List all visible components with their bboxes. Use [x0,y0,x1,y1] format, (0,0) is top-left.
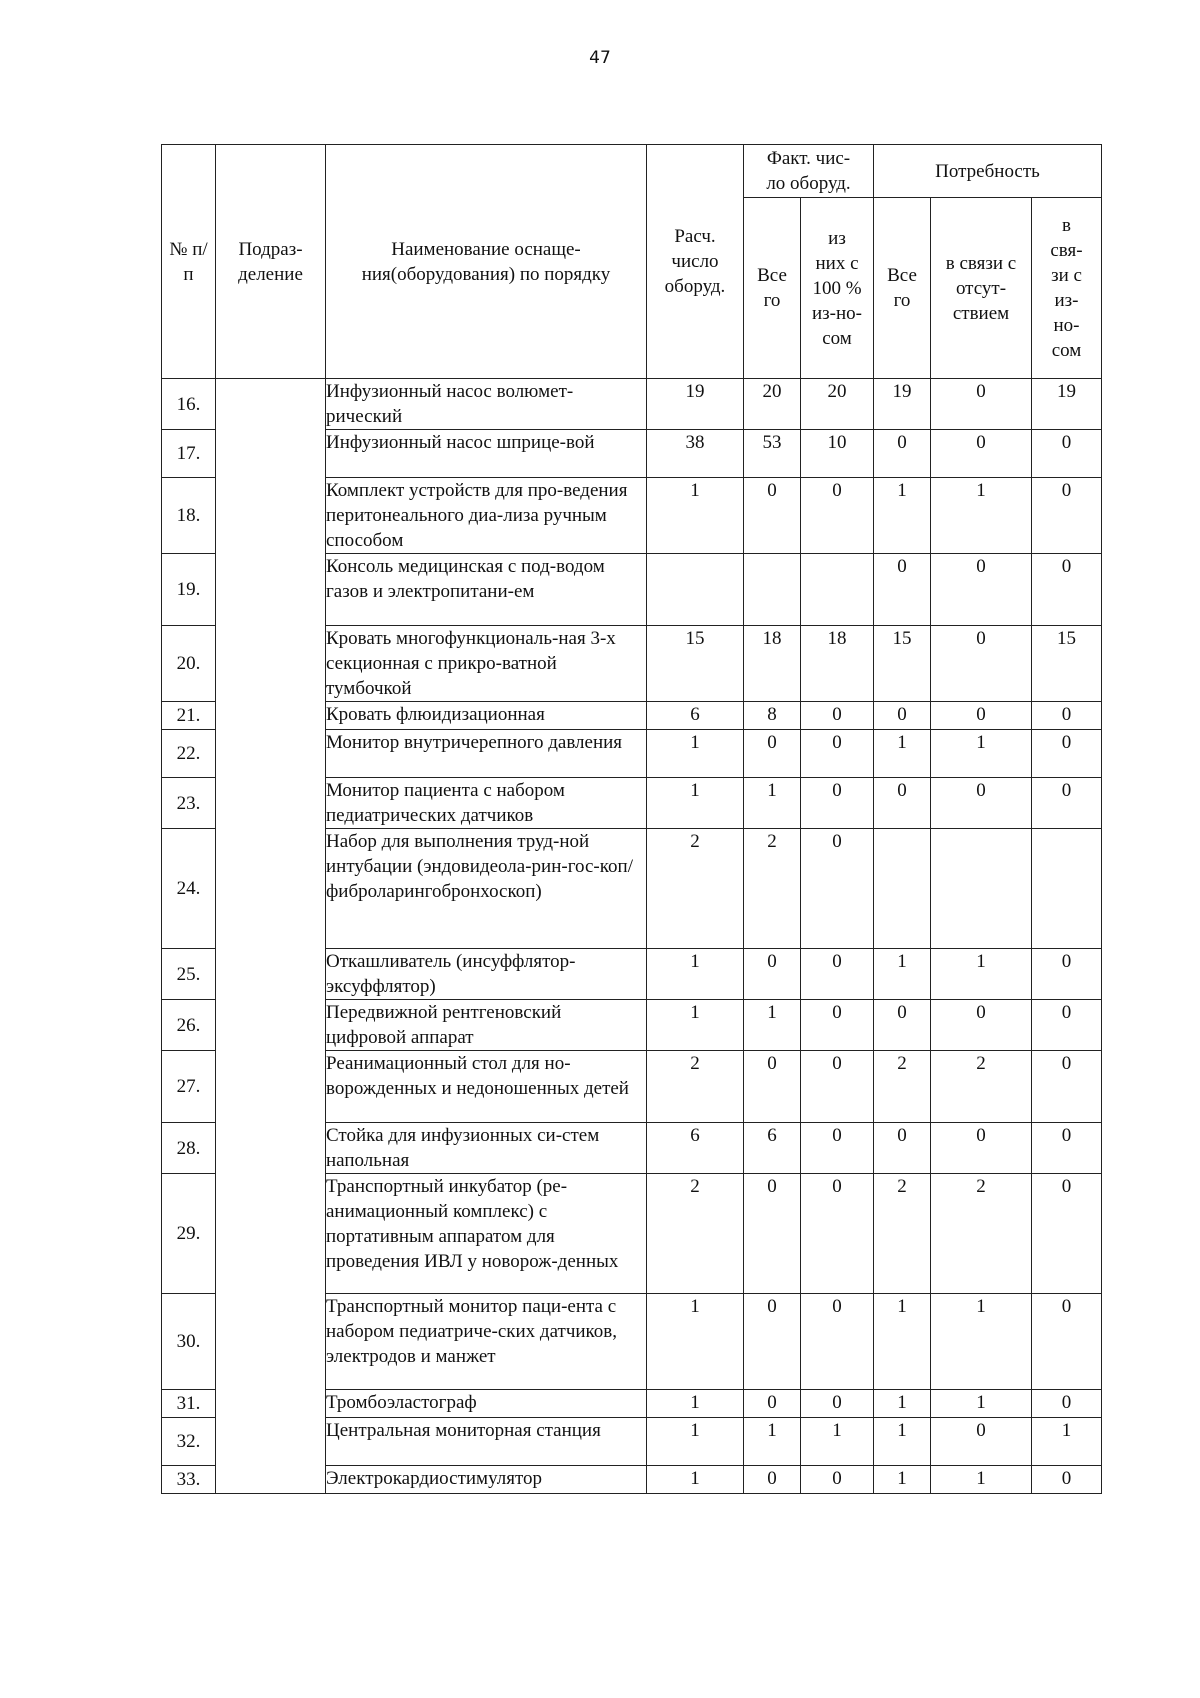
equipment-name: Монитор пациента с набором педиатрических датчиков [326,778,647,829]
actual-total: 18 [744,626,801,702]
calc-count: 6 [647,1123,744,1174]
row-num: 22. [162,730,216,778]
row-num: 17. [162,430,216,478]
calc-count: 2 [647,1174,744,1294]
need-total: 0 [874,554,931,626]
need-total: 2 [874,1174,931,1294]
row-num: 27. [162,1051,216,1123]
need-absent: 0 [931,778,1032,829]
row-num: 23. [162,778,216,829]
need-worn: 19 [1032,379,1102,430]
equipment-name: Инфузионный насос волюмет-рический [326,379,647,430]
equipment-name: Передвижной рентгеновский цифровой аппарат [326,1000,647,1051]
row-num: 24. [162,829,216,949]
actual-worn: 18 [801,626,874,702]
calc-count: 1 [647,1466,744,1494]
equipment-name: Монитор внутричерепного давления [326,730,647,778]
equipment-name: Электрокардиостимулятор [326,1466,647,1494]
calc-count: 1 [647,730,744,778]
actual-worn: 0 [801,702,874,730]
row-num: 30. [162,1294,216,1390]
need-worn: 1 [1032,1418,1102,1466]
need-absent: 1 [931,478,1032,554]
need-worn: 0 [1032,1390,1102,1418]
equipment-name: Комплект устройств для про-ведения перитонеального диа-лиза ручным способом [326,478,647,554]
need-worn [1032,829,1102,949]
need-worn: 0 [1032,1051,1102,1123]
need-absent: 1 [931,1466,1032,1494]
calc-count: 1 [647,778,744,829]
actual-total: 0 [744,1174,801,1294]
header-actual-group: Факт. чис-ло оборуд. [744,145,874,198]
actual-worn: 0 [801,730,874,778]
actual-total: 20 [744,379,801,430]
equipment-name: Набор для выполнения труд-ной интубации (эндовидеола-рин-гос-коп/фиброларингобронхоскоп) [326,829,647,949]
row-num: 16. [162,379,216,430]
need-absent: 0 [931,379,1032,430]
need-total: 15 [874,626,931,702]
calc-count: 1 [647,1390,744,1418]
need-worn: 0 [1032,702,1102,730]
actual-total: 0 [744,949,801,1000]
need-absent: 1 [931,1294,1032,1390]
need-absent: 1 [931,730,1032,778]
table-body [162,379,1102,1494]
need-absent: 0 [931,626,1032,702]
need-total: 0 [874,702,931,730]
need-total: 1 [874,478,931,554]
row-num: 19. [162,554,216,626]
actual-worn: 0 [801,778,874,829]
actual-total: 1 [744,778,801,829]
actual-worn: 10 [801,430,874,478]
need-worn: 0 [1032,1123,1102,1174]
actual-worn: 0 [801,1123,874,1174]
calc-count: 2 [647,829,744,949]
need-worn: 0 [1032,730,1102,778]
need-absent: 0 [931,430,1032,478]
need-absent: 0 [931,1123,1032,1174]
row-num: 33. [162,1466,216,1494]
need-total: 0 [874,778,931,829]
calc-count: 1 [647,1418,744,1466]
header-need-total: Все го [874,198,931,379]
page-number: 47 [589,48,611,68]
calc-count: 19 [647,379,744,430]
equipment-name: Кровать флюидизационная [326,702,647,730]
need-worn: 0 [1032,778,1102,829]
need-total: 0 [874,430,931,478]
equipment-name: Откашливатель (инсуффлятор-эксуффлятор) [326,949,647,1000]
need-worn: 0 [1032,1000,1102,1051]
equipment-name: Транспортный инкубатор (ре-анимационный комплекс) с портативным аппаратом для проведения ИВЛ у новорож-денных [326,1174,647,1294]
need-absent: 1 [931,1390,1032,1418]
actual-worn: 0 [801,1000,874,1051]
equipment-name: Консоль медицинская с под-водом газов и электропитани-ем [326,554,647,626]
row-num: 20. [162,626,216,702]
actual-worn: 0 [801,1390,874,1418]
equipment-name: Стойка для инфузионных си-стем напольная [326,1123,647,1174]
header-calc: Расч. число оборуд. [647,145,744,379]
header-need-worn: в свя-зи с из-но-сом [1032,198,1102,379]
need-absent: 0 [931,1000,1032,1051]
row-num: 26. [162,1000,216,1051]
actual-worn: 0 [801,949,874,1000]
need-worn: 0 [1032,554,1102,626]
need-worn: 0 [1032,478,1102,554]
actual-total: 0 [744,730,801,778]
actual-worn: 0 [801,829,874,949]
need-total: 0 [874,1000,931,1051]
calc-count: 1 [647,1294,744,1390]
equipment-name: Тромбоэластограф [326,1390,647,1418]
row-num: 32. [162,1418,216,1466]
actual-total: 0 [744,1466,801,1494]
row-num: 25. [162,949,216,1000]
need-total: 19 [874,379,931,430]
need-worn: 0 [1032,1466,1102,1494]
actual-worn: 0 [801,1294,874,1390]
row-num: 21. [162,702,216,730]
need-total: 1 [874,1390,931,1418]
need-total: 1 [874,1466,931,1494]
need-total: 2 [874,1051,931,1123]
equipment-name: Транспортный монитор паци-ента с набором педиатриче-ских датчиков, электродов и манжет [326,1294,647,1390]
equipment-name: Инфузионный насос шприце-вой [326,430,647,478]
row-num: 29. [162,1174,216,1294]
header-need-group: Потребность [874,145,1102,198]
actual-total: 8 [744,702,801,730]
actual-worn: 0 [801,478,874,554]
actual-worn: 0 [801,1051,874,1123]
calc-count: 38 [647,430,744,478]
row-num: 18. [162,478,216,554]
actual-worn: 1 [801,1418,874,1466]
equipment-table [161,144,1102,1494]
table-row [162,379,1102,430]
header-num: № п/п [162,145,216,379]
calc-count: 1 [647,949,744,1000]
need-absent [931,829,1032,949]
actual-total: 1 [744,1000,801,1051]
actual-worn: 0 [801,1174,874,1294]
actual-total [744,554,801,626]
need-total: 0 [874,1123,931,1174]
actual-total: 1 [744,1418,801,1466]
need-total [874,829,931,949]
header-dept: Подраз-деление [216,145,326,379]
actual-total: 2 [744,829,801,949]
need-absent: 2 [931,1051,1032,1123]
need-total: 1 [874,730,931,778]
need-absent: 1 [931,949,1032,1000]
need-worn: 0 [1032,1174,1102,1294]
need-absent: 2 [931,1174,1032,1294]
department-cell [216,379,326,1494]
header-name: Наименование оснаще-ния(оборудования) по порядку [326,145,647,379]
header-need-absent: в связи с отсут-ствием [931,198,1032,379]
need-worn: 0 [1032,949,1102,1000]
need-absent: 0 [931,554,1032,626]
equipment-name: Кровать многофункциональ-ная 3-х секционная с прикро-ватной тумбочкой [326,626,647,702]
actual-total: 6 [744,1123,801,1174]
actual-worn [801,554,874,626]
calc-count [647,554,744,626]
need-absent: 0 [931,702,1032,730]
calc-count: 6 [647,702,744,730]
calc-count: 15 [647,626,744,702]
actual-total: 0 [744,478,801,554]
row-num: 31. [162,1390,216,1418]
need-worn: 0 [1032,1294,1102,1390]
actual-worn: 20 [801,379,874,430]
need-total: 1 [874,1294,931,1390]
equipment-name: Центральная мониторная станция [326,1418,647,1466]
actual-total: 0 [744,1390,801,1418]
calc-count: 1 [647,478,744,554]
table-header [162,145,1102,379]
need-total: 1 [874,1418,931,1466]
need-absent: 0 [931,1418,1032,1466]
header-actual-worn: из них с 100 % из-но-сом [801,198,874,379]
actual-total: 0 [744,1294,801,1390]
need-worn: 0 [1032,430,1102,478]
header-actual-total: Все го [744,198,801,379]
need-total: 1 [874,949,931,1000]
actual-total: 0 [744,1051,801,1123]
equipment-name: Реанимационный стол для но-ворожденных и недоношенных детей [326,1051,647,1123]
actual-worn: 0 [801,1466,874,1494]
calc-count: 2 [647,1051,744,1123]
calc-count: 1 [647,1000,744,1051]
row-num: 28. [162,1123,216,1174]
actual-total: 53 [744,430,801,478]
need-worn: 15 [1032,626,1102,702]
